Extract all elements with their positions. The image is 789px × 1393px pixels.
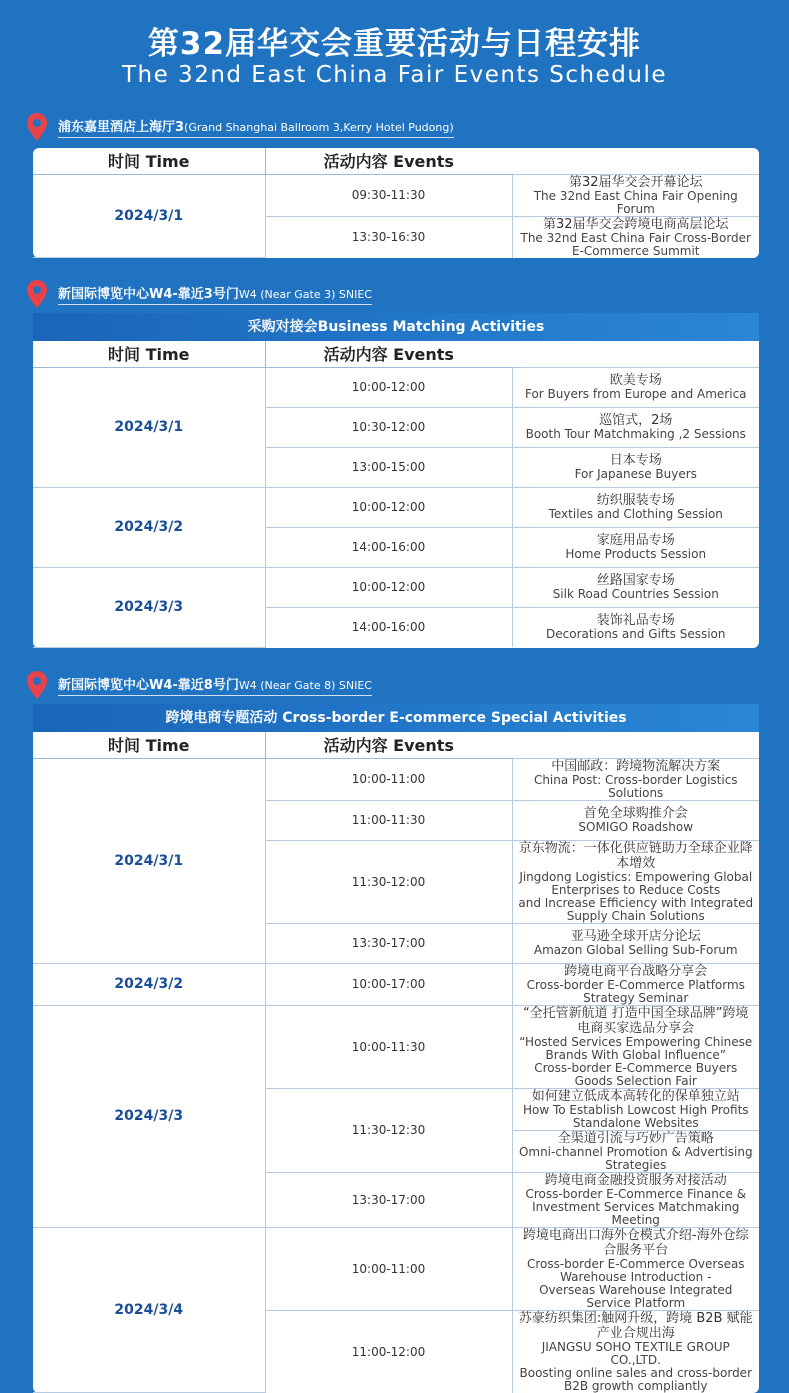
column-time: 时间 Time [33,341,265,367]
location-pin-icon [26,112,48,142]
event-title-en: China Post: Cross-border Logistics Solutions [533,772,738,800]
event-cell [512,607,759,647]
event-title-cn: 装饰礼品专场 [596,613,675,629]
time-cell: 09:30-11:30 [265,174,512,216]
time-cell: 10:00-12:00 [265,487,512,527]
event-cell [512,963,759,1005]
table-row [33,758,759,800]
column-events: 活动内容 Events [265,341,512,367]
event-cell [512,1172,759,1227]
event-title-en: Jingdong Logistics: Empowering Global Enterprises to Reduce Costs [519,869,753,897]
time-cell: 11:30-12:00 [265,840,512,923]
time-cell: 11:00-12:00 [265,1310,512,1393]
time-cell: 13:30-16:30 [265,216,512,258]
event-title-cn: 如何建立低成本高转化的保单独立站 [531,1088,740,1104]
event-title-en: Decorations and Gifts Session [546,627,726,642]
date-cell: 2024/3/1 [33,758,265,963]
event-cell [512,174,759,216]
event-cell [512,923,759,963]
schedule-table-2 [33,313,759,648]
venue-name-en: W4 (Near Gate 8) SNIEC [238,679,372,692]
date-cell: 2024/3/3 [33,567,265,647]
event-title-cn: 巡馆式，2场 [599,413,673,428]
table-row [33,1005,759,1088]
event-cell [512,1088,759,1130]
event-title-en: For Buyers from Europe and America [524,387,747,401]
schedule-table-1 [33,148,759,258]
event-title-cn: 丝路国家专场 [596,573,675,588]
event-cell [512,1227,759,1310]
table-row [33,567,759,607]
event-title-en: Silk Road Countries Session [552,587,719,601]
event-cell [512,407,759,447]
column-time: 时间 Time [33,732,265,758]
date-cell: 2024/3/1 [33,367,265,487]
table-header [33,148,759,174]
event-title-cn: 第32届华交会开幕论坛 [568,174,703,190]
section-banner: 采购对接会Business Matching Activities [33,313,759,341]
table-header [33,341,759,367]
venue-label [58,283,372,305]
event-title-cn: 纺织服装专场 [596,493,675,508]
time-cell: 11:00-11:30 [265,800,512,840]
location-pin-icon [26,279,48,309]
table-row [33,367,759,407]
event-cell [512,527,759,567]
table-row [33,487,759,527]
event-cell [512,216,759,258]
time-cell: 14:00-16:00 [265,527,512,567]
time-cell: 10:00-12:00 [265,567,512,607]
time-cell: 10:00-11:00 [265,1227,512,1310]
venue-name-cn: 新国际博览中心W4-靠近8号门 [58,678,239,693]
event-cell [512,487,759,527]
event-title-cn: “全托管新航道 打造中国全球品牌”跨境电商买家选品分享会 [522,1005,749,1036]
event-cell [512,800,759,840]
time-cell: 13:00-15:00 [265,447,512,487]
event-title-en: Cross-border E-Commerce Finance & Investment Services Matchmaking Meeting [525,1186,747,1227]
venue-3 [26,669,372,701]
location-pin-icon [26,670,48,700]
event-title-en: Home Products Session [565,547,707,561]
event-title-cn: 跨境电商平台战略分享会 [564,963,708,979]
table-row [33,1227,759,1310]
table-row [33,963,759,1005]
event-cell [512,447,759,487]
time-cell: 11:30-12:30 [265,1088,512,1172]
event-title-en: JIANGSU SOHO TEXTILE GROUP CO.,LTD. [541,1339,730,1367]
event-title-en: The 32nd East China Fair Opening Forum [533,188,738,216]
event-cell [512,1310,759,1393]
venue-name-en: W4 (Near Gate 3) SNIEC [238,288,372,301]
event-title-en: Booth Tour Matchmaking ,2 Sessions [525,427,746,441]
venue-name-cn: 浦东嘉里酒店上海厅3 [58,120,185,135]
date-cell: 2024/3/2 [33,963,265,1005]
event-title-en: Omni-channel Promotion & Advertising Strategies [518,1144,753,1172]
date-cell: 2024/3/1 [33,174,265,258]
time-cell: 10:00-12:00 [265,367,512,407]
table-header [33,732,759,758]
schedule-table-3 [33,704,759,1393]
section-banner: 跨境电商专题活动 Cross-border E-commerce Special Activities [33,704,759,732]
event-title-en: “Hosted Services Empowering Chinese Brands With Global Influence” [519,1034,753,1062]
time-cell: 13:30-17:00 [265,923,512,963]
event-title-cn: 第32届华交会跨境电商高层论坛 [542,216,729,232]
venue-label [58,674,372,696]
column-time: 时间 Time [33,148,265,174]
event-title-cn: 全渠道引流与巧妙广告策略 [557,1130,714,1146]
event-cell [512,367,759,407]
time-cell: 10:00-17:00 [265,963,512,1005]
event-title-en: Cross-border E-Commerce Overseas Warehouse Introduction - [526,1256,745,1284]
page-subtitle: The 32nd East China Fair Events Schedule [121,62,668,88]
event-title-cn: 跨境电商出口海外仓模式介绍-海外仓综合服务平台 [522,1227,749,1258]
event-title-en: How To Establish Lowcost High Profits Standalone Websites [522,1102,749,1130]
venue-2 [26,278,372,310]
event-title-cn: 首免全球购推介会 [583,806,688,821]
event-title-cn: 苏豪纺织集团:触网升级，跨境 B2B 赋能产业合规出海 [518,1310,753,1341]
event-cell [512,758,759,800]
time-cell: 10:00-11:30 [265,1005,512,1088]
date-cell: 2024/3/2 [33,487,265,567]
event-title-cn: 家庭用品专场 [596,533,675,548]
venue-name-cn: 新国际博览中心W4-靠近3号门 [58,287,239,302]
event-title-cn: 跨境电商金融投资服务对接活动 [544,1172,727,1188]
date-cell: 2024/3/4 [33,1227,265,1393]
event-title-en: Overseas Warehouse Integrated Service Platform [539,1282,733,1310]
event-title-en: Boosting online sales and cross-border B2B growth compliantly [519,1365,752,1393]
column-events: 活动内容 Events [265,148,512,174]
event-title-en: and Increase Efficiency with Integrated Supply Chain Solutions [518,895,754,923]
venue-name-en: (Grand Shanghai Ballroom 3,Kerry Hotel Pudong) [184,121,454,134]
event-title-cn: 亚马逊全球开店分论坛 [570,929,701,944]
page-title: 第32届华交会重要活动与日程安排 [147,26,642,62]
time-cell: 14:00-16:00 [265,607,512,647]
column-events: 活动内容 Events [265,732,512,758]
event-title-en: For Japanese Buyers [574,467,697,481]
event-title-en: Amazon Global Selling Sub-Forum [533,943,738,957]
event-cell [512,1005,759,1088]
venue-1 [26,111,454,143]
time-cell: 13:30-17:00 [265,1172,512,1227]
date-cell: 2024/3/3 [33,1005,265,1227]
event-title-cn: 欧美专场 [609,373,662,388]
table-row [33,174,759,216]
event-title-cn: 京东物流：一体化供应链助力全球企业降本增效 [518,840,753,871]
event-title-en: Cross-border E-Commerce Platforms Strategy Seminar [526,977,745,1005]
time-cell: 10:30-12:00 [265,407,512,447]
venue-label [58,116,454,138]
event-title-cn: 日本专场 [609,453,662,468]
time-cell: 10:00-11:00 [265,758,512,800]
event-title-cn: 中国邮政：跨境物流解决方案 [551,758,721,774]
event-title-en: The 32nd East China Fair Cross-Border E-Commerce Summit [520,230,751,258]
event-cell [512,567,759,607]
event-cell [512,1130,759,1172]
event-title-en: Cross-border E-Commerce Buyers Goods Selection Fair [534,1060,738,1088]
event-title-en: Textiles and Clothing Session [548,507,723,521]
event-cell [512,840,759,923]
event-title-en: SOMIGO Roadshow [578,820,694,834]
